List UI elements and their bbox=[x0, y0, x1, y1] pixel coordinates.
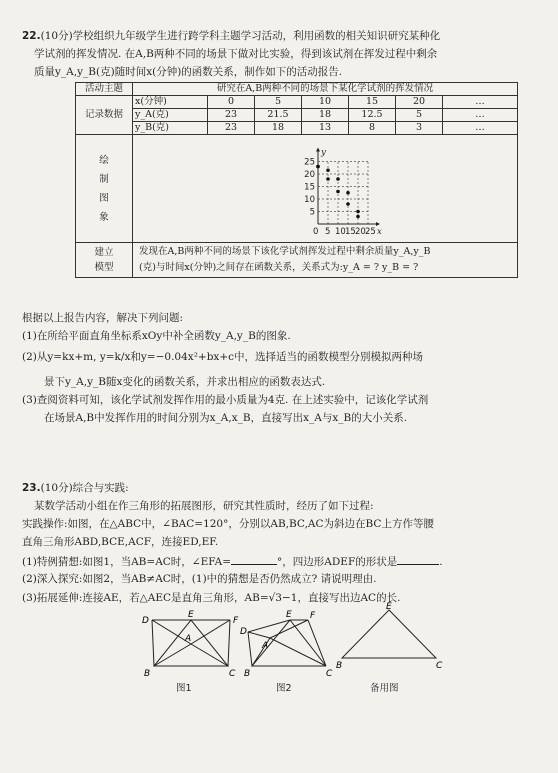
y-tick-label: 5 bbox=[309, 207, 315, 218]
q22-part3-line2: 在场景A,B中发挥作用的时间分别为x_A,x_B，直接写出x_A与x_B的大小关系. bbox=[44, 412, 408, 424]
fig2-label-e: E bbox=[286, 610, 292, 620]
figure-1-caption: 图1 bbox=[176, 683, 192, 694]
y-axis-arrow bbox=[316, 148, 320, 152]
data-point-yb bbox=[346, 202, 350, 206]
spare-figure-caption: 备用图 bbox=[370, 683, 399, 694]
fig1-label-d: D bbox=[142, 616, 149, 626]
draw-graph-label: 绘制图象 bbox=[99, 154, 109, 223]
ya-cell: 23 bbox=[208, 109, 255, 122]
x-axis-label: x bbox=[377, 227, 382, 237]
coordinate-graph bbox=[133, 135, 513, 242]
row-yb-label: y_B(克) bbox=[133, 122, 208, 135]
data-point-yb bbox=[356, 215, 360, 219]
fig2-label-d: D bbox=[240, 627, 247, 637]
q22-part2-line1: (2)从y=kx+m, y=k/x和y=−0.04x²+bx+c中，选择适当的函数模型分别模拟两种场 bbox=[22, 351, 424, 363]
q23-line1: 某数学活动小组在作三角形的拓展图形，研究其性质时，经历了如下过程: bbox=[34, 500, 374, 512]
build-model-label: 建立模型 bbox=[94, 247, 114, 273]
spare-figure bbox=[336, 602, 446, 672]
y-tick-label: 10 bbox=[304, 195, 315, 205]
q22-part1: (1)在所给平面直角坐标系xOy中补全函数y_A,y_B的图象. bbox=[22, 330, 291, 342]
x-cell: 0 bbox=[208, 96, 255, 109]
yb-cell: 8 bbox=[349, 122, 396, 135]
row-ya-label: y_A(克) bbox=[133, 109, 208, 122]
graph-cell bbox=[133, 135, 518, 243]
yb-cell: 18 bbox=[255, 122, 302, 135]
figure-2-caption: 图2 bbox=[276, 683, 292, 694]
yb-cell: 13 bbox=[302, 122, 349, 135]
q23-part2: (2)深入探究:如图2，当AB≠AC时，(1)中的猜想是否仍然成立? 请说明理由. bbox=[22, 573, 377, 585]
data-point-yb bbox=[336, 190, 340, 194]
data-point-ya bbox=[356, 210, 360, 214]
model-text-line2: (克)与时间x(分钟)之间存在函数关系，关系式为:y_A = ? y_B = ? bbox=[139, 262, 419, 273]
yb-cell: … bbox=[443, 122, 518, 135]
spare-label-c: C bbox=[436, 661, 443, 671]
q23-number: 23. bbox=[22, 482, 41, 494]
q22-part2-line2: 景下y_A,y_B随x变化的函数关系，并求出相应的函数表达式. bbox=[44, 376, 326, 388]
y-tick-label: 20 bbox=[304, 170, 315, 180]
header-theme-label: 活动主题 bbox=[76, 83, 133, 96]
fig2-label-a: A bbox=[262, 641, 269, 651]
q23-line3: 直角三角形ABD,BCE,ACF，连接ED,EF. bbox=[22, 536, 219, 548]
answer-blank-shape[interactable] bbox=[397, 553, 439, 565]
q23-line2: 实践操作:如图，在△ABC中，∠BAC=120°，分别以AB,BC,AC为斜边在BC上方作等腰 bbox=[22, 518, 434, 530]
q22-intro-line1 bbox=[22, 29, 440, 43]
fig2-label-b: B bbox=[244, 669, 251, 678]
q23-title: (10分)综合与实践: bbox=[40, 482, 129, 494]
data-point-ya bbox=[336, 177, 340, 181]
ya-cell: 18 bbox=[302, 109, 349, 122]
q23-part3: (3)拓展延伸:连接AE，若△AEC是直角三角形，AB=√3−1，直接写出边AC的长. bbox=[22, 592, 401, 604]
y-tick-label: 15 bbox=[304, 182, 315, 193]
data-point-ya bbox=[346, 191, 350, 195]
x-cell: … bbox=[443, 96, 518, 109]
y-axis-label: y bbox=[321, 147, 326, 158]
q22-part3-line1: (3)查阅资料可知，该化学试剂发挥作用的最小质量为4克. 在上述实验中，记该化学试剂 bbox=[22, 394, 429, 406]
x-axis-arrow bbox=[376, 222, 380, 226]
x-cell: 20 bbox=[396, 96, 443, 109]
figure-2 bbox=[240, 608, 343, 678]
y-tick-label: 25 bbox=[304, 157, 315, 168]
fig2-label-c: C bbox=[326, 669, 333, 678]
model-text-line1: 发现在A,B两种不同的场景下该化学试剂挥发过程中剩余质量y_A,y_B bbox=[139, 246, 431, 257]
q23-part1-text-b: °，四边形ADEF的形状是 bbox=[277, 556, 398, 568]
theme-text: 研究在A,B两种不同的场景下某化学试剂的挥发情况 bbox=[133, 83, 518, 96]
x-tick-label: 25 bbox=[365, 227, 376, 237]
ya-cell: … bbox=[443, 109, 518, 122]
row-x-label: x(分钟) bbox=[133, 96, 208, 109]
q22-intro-line3: 质量y_A,y_B(克)随时间x(分钟)的函数关系，制作如下的活动报告. bbox=[34, 66, 343, 78]
q23-part1-text-c: . bbox=[439, 556, 443, 568]
x-tick-label: 15 bbox=[345, 227, 356, 237]
q22-after-text: 根据以上报告内容，解决下列问题: bbox=[22, 312, 184, 324]
answer-blank-angle[interactable] bbox=[231, 553, 277, 565]
model-cell bbox=[133, 243, 518, 278]
data-point-yb bbox=[326, 177, 330, 181]
q22-intro-line2: 学试剂的挥发情况. 在A,B两种不同的场景下做对比实验，得到该试剂在挥发过程中剩余 bbox=[34, 48, 438, 60]
figure-1 bbox=[138, 608, 251, 678]
spare-label-e: E bbox=[386, 602, 392, 612]
x-tick-label: 5 bbox=[325, 227, 331, 237]
q22-number: 22. bbox=[22, 30, 41, 42]
fig2-label-f: F bbox=[310, 611, 316, 621]
record-data-label: 记录数据 bbox=[76, 96, 133, 135]
activity-report-table bbox=[75, 82, 518, 278]
q22-intro-text1: (10分)学校组织九年级学生进行跨学科主题学习活动，利用函数的相关知识研究某种化 bbox=[40, 30, 441, 42]
x-tick-label: 10 bbox=[335, 227, 346, 237]
q23-title-line bbox=[22, 481, 129, 495]
yb-cell: 3 bbox=[396, 122, 443, 135]
x-cell: 15 bbox=[349, 96, 396, 109]
fig1-label-f: F bbox=[233, 616, 239, 626]
ya-cell: 5 bbox=[396, 109, 443, 122]
x-tick-label: 0 bbox=[313, 227, 319, 237]
q23-part1-text-a: (1)特例猜想:如图1，当AB=AC时，∠EFA= bbox=[22, 556, 232, 568]
x-tick-label: 20 bbox=[355, 227, 366, 237]
yb-cell: 23 bbox=[208, 122, 255, 135]
fig1-label-b: B bbox=[144, 669, 151, 678]
ya-cell: 12.5 bbox=[349, 109, 396, 122]
x-cell: 10 bbox=[302, 96, 349, 109]
ya-cell: 21.5 bbox=[255, 109, 302, 122]
fig1-label-c: C bbox=[229, 669, 236, 678]
data-point-ya bbox=[326, 168, 330, 172]
q23-part1 bbox=[22, 553, 443, 569]
data-point-yb bbox=[316, 165, 320, 169]
fig1-label-a: A bbox=[185, 634, 192, 644]
spare-label-b: B bbox=[336, 661, 343, 671]
x-cell: 5 bbox=[255, 96, 302, 109]
fig1-label-e: E bbox=[188, 610, 194, 620]
